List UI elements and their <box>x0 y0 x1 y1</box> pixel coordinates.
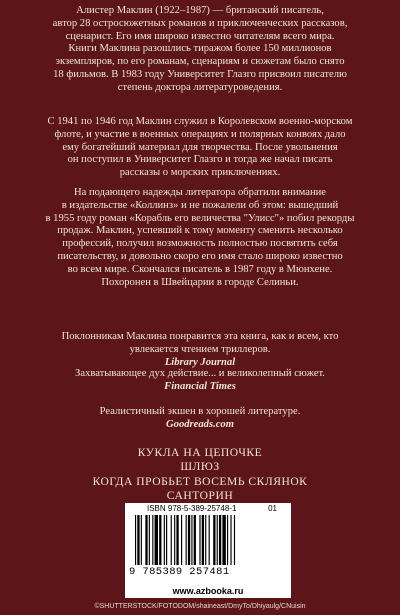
isbn-extension: 01 <box>268 504 277 513</box>
text-line: продаж. Маклин, успевший к тому моменту сменить несколько <box>57 225 343 237</box>
barcode-bar <box>137 515 139 565</box>
title-item: КОГДА ПРОБЬЕТ ВОСЕМЬ СКЛЯНОК <box>92 474 308 488</box>
text-line: степень доктора литературоведения. <box>117 81 283 93</box>
quote-source: Financial Times <box>164 381 236 392</box>
text-line: экземпляров, по его романам, сценариям и сюжетам было снято <box>55 56 345 68</box>
barcode-bar <box>149 515 150 565</box>
included-titles-list <box>20 446 380 503</box>
barcode-bar <box>135 515 136 565</box>
barcode-bar <box>209 515 210 565</box>
bio-paragraph-3 <box>28 187 372 289</box>
barcode-bar <box>202 515 204 565</box>
quote-line: Поклонникам Маклина понравится эта книга, как и всем, кто <box>61 331 339 342</box>
barcode-bar <box>141 515 142 565</box>
text-line: Алистер Маклин (1922–1987) — британский писатель, <box>76 5 324 16</box>
text-line: ему богатейший материал для творчества. После увольнения <box>62 141 338 153</box>
text-line: во всем мире. Скончался писатель в 1987 году в Мюнхене. <box>67 263 333 275</box>
publisher-url: www.azbooka.ru <box>125 584 291 598</box>
barcode-bar <box>159 515 161 565</box>
text-line: автор 28 остросюжетных романов и приключенческих рассказов, <box>52 17 348 29</box>
photo-credits: ©SHUTTERSTOCK/FOTODOM/shaineast/DmyTo/Dhiyaulg/CNuisin <box>94 603 306 610</box>
barcode-bar <box>145 515 147 565</box>
text-line: Книги Маклина разошлись тиражом более 150 миллионов <box>68 43 332 55</box>
text-line: в издательстве «Коллинз» и не пожалели об этом: вышедший <box>61 199 339 211</box>
barcode-bar <box>227 515 228 565</box>
text-line: рассказы о морских приключениях. <box>119 167 281 179</box>
barcode-bar <box>174 515 175 565</box>
quote-source: Goodreads.com <box>166 419 234 430</box>
barcode-bar <box>219 515 221 565</box>
text-line: сценарист. Его имя широко известно читателям всего мира. <box>65 30 335 42</box>
barcode-bar <box>222 515 225 565</box>
text-line: профессий, получил возможность полностью посвятить себя <box>62 238 338 250</box>
barcode-bar <box>188 515 190 565</box>
bio-paragraph-1 <box>28 5 372 95</box>
title-item: КУКЛА НА ЦЕПОЧКЕ <box>137 446 263 459</box>
quote-line: увлекается чтением триллеров. <box>129 344 271 355</box>
barcode-digits: 9 785389 257481 <box>129 566 230 578</box>
text-line: флоте, и участие в военных операциях и полярных конвоях дало <box>54 128 346 140</box>
barcode-bar <box>152 515 153 565</box>
text-line: С 1941 по 1946 год Маклин служил в Королевском военно-морском <box>47 116 353 127</box>
barcode-bar <box>194 515 196 565</box>
quote-line: Захватывающее дух действие... и великолепный сюжет. <box>75 368 325 379</box>
barcode-bar <box>176 515 178 565</box>
title-item: ШЛЮЗ <box>180 460 220 474</box>
barcode-bar <box>213 515 215 565</box>
barcode-bar <box>186 515 187 565</box>
text-line: он поступил в Университет Глазго и тогда же начал писать <box>67 154 333 166</box>
quote-line: Реалистичный экшен в хорошей литературе. <box>99 406 301 417</box>
barcode-bars <box>135 515 285 565</box>
bio-paragraph-2 <box>28 116 372 180</box>
text-line: 18 фильмов. В 1983 году Университет Глазго присвоил писателю <box>53 68 347 80</box>
barcode-bar <box>171 515 172 565</box>
barcode-bar <box>166 515 167 565</box>
barcode-bar <box>205 515 206 565</box>
isbn-barcode <box>125 503 291 584</box>
text-line: Похоронен в Швейцарии в городе Селиньи. <box>101 276 299 288</box>
text-line: писательству, и довольно скоро его имя стало широко известно <box>57 250 343 262</box>
review-quote-1 <box>22 330 378 369</box>
review-quote-2 <box>22 367 378 393</box>
quote-source: Library Journal <box>164 357 236 368</box>
barcode-bar <box>199 515 200 565</box>
barcode-bar <box>217 515 218 565</box>
text-line: На подающего надежды литератора обратили внимание <box>74 187 326 198</box>
text-line: в 1955 году роман «Корабль его величества "Улисс"» побил рекорды <box>45 212 355 224</box>
review-quote-3 <box>22 405 378 431</box>
barcode-bar <box>230 515 231 565</box>
barcode-bar <box>155 515 158 565</box>
barcode-bar <box>181 515 182 565</box>
barcode-bar <box>191 515 192 565</box>
isbn-text: ISBN 978-5-389-25748-1 <box>147 504 237 513</box>
title-item: САНТОРИН <box>166 488 234 502</box>
barcode-bar <box>164 515 165 565</box>
barcode-bar <box>234 515 235 565</box>
